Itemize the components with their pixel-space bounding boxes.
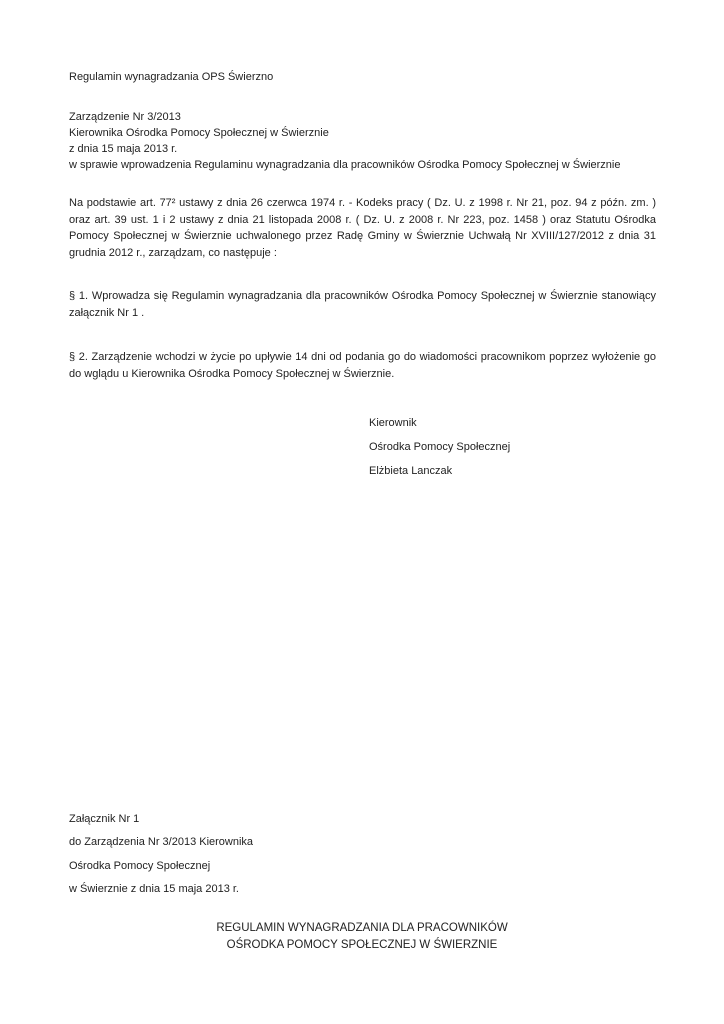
decree-subject: w sprawie wprowadzenia Regulaminu wynagradzania dla pracowników Ośrodka Pomocy Społecznej w Świerznie	[69, 159, 621, 171]
annex-label: Załącznik Nr 1	[69, 813, 140, 825]
decree-issuer: Kierownika Ośrodka Pomocy Społecznej w Świerznie	[69, 127, 329, 139]
signature-institution: Ośrodka Pomocy Społecznej	[369, 441, 511, 453]
section-1-paragraph: § 1. Wprowadza się Regulamin wynagradzania dla pracowników Ośrodka Pomocy Społecznej w Świerznie stanowiący załącznik Nr 1 .	[69, 290, 656, 319]
decree-date: z dnia 15 maja 2013 r.	[69, 143, 178, 155]
section-2-block	[69, 349, 656, 382]
annex-line-3: Ośrodka Pomocy Społecznej	[69, 859, 211, 872]
signature-block	[369, 411, 510, 483]
regulation-title-line-1: REGULAMIN WYNAGRADZANIA DLA PRACOWNIKÓW	[216, 922, 508, 934]
signature-name: Elżbieta Lanczak	[369, 465, 453, 477]
section-2-paragraph: § 2. Zarządzenie wchodzi w życie po upływie 14 dni od podania go do wiadomości pracownikom poprzez wyłożenie go do wglądu u Kierownika Ośrodka Pomocy Społecznej w Świerznie.	[69, 351, 656, 380]
regulation-title-line-2: OŚRODKA POMOCY SPOŁECZNEJ W ŚWIERZNIE	[226, 939, 498, 951]
decree-number: Zarządzenie Nr 3/2013	[69, 111, 181, 123]
annex-line-4: w Świerznie z dnia 15 maja 2013 r.	[69, 882, 239, 895]
section-1-block	[69, 288, 656, 321]
signature-role: Kierownik	[369, 417, 417, 429]
decree-header	[69, 109, 656, 173]
annex-line-2: do Zarządzenia Nr 3/2013 Kierownika	[69, 836, 254, 849]
legal-basis-paragraph: Na podstawie art. 77² ustawy z dnia 26 czerwca 1974 r. - Kodeks pracy ( Dz. U. z 1998 r. Nr 21, poz. 94 z późn. zm. ) oraz art. 39 ust. 1 i 2 ustawy z dnia 21 listopada 2008 r. ( Dz. U. z 2008 r. Nr 223, poz. 1458 ) oraz Statutu Ośrodka Pomocy Społecznej w Świerznie uchwalonego przez Radę Gminy w Świerznie Uchwałą Nr XVIII/127/2012 z dnia 31 grudnia 2012 r., zarządzam, co następuje :	[69, 197, 656, 259]
regulation-title	[0, 920, 724, 954]
document-title-block	[69, 69, 656, 85]
legal-basis-block	[69, 195, 656, 261]
annex-header	[69, 808, 253, 901]
document-title: Regulamin wynagradzania OPS Świerzno	[69, 71, 274, 83]
